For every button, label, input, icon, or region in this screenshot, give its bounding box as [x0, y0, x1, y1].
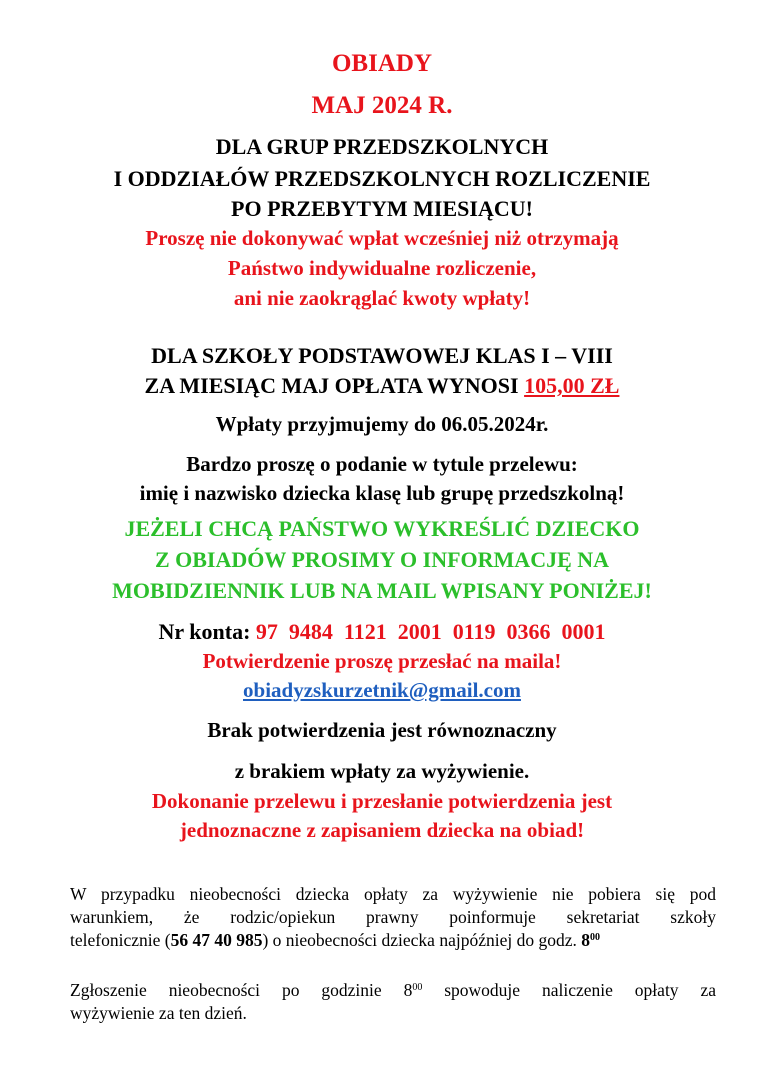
no-confirmation-line2: z brakiem wpłaty za wyżywienie.	[234, 759, 530, 783]
transfer-title-line2: imię i nazwisko dziecka klasę lub grupę przedszkolną!	[139, 481, 625, 505]
deadline-minutes: 00	[589, 932, 600, 943]
no-confirmation-line1: Brak potwierdzenia jest równoznaczny	[207, 718, 557, 742]
late-notice-paragraph	[70, 979, 716, 1025]
preschool-note-line2: Państwo indywidualne rozliczenie,	[227, 256, 537, 280]
bank-account	[0, 621, 764, 643]
transfer-title-line1: Bardzo proszę o podanie w tytule przelewu:	[186, 452, 578, 476]
preschool-note-line1: Proszę nie dokonywać wpłat wcześniej niż otrzymają	[145, 226, 619, 250]
late-notice-minutes: 00	[412, 982, 423, 993]
absence-line3-start: telefonicznie (	[70, 930, 171, 950]
school-fee-line	[0, 375, 764, 397]
preschool-heading-line2: I ODDZIAŁÓW PRZEDSZKOLNYCH ROZLICZENIE	[113, 166, 651, 191]
confirmation-instruction: Potwierdzenie proszę przesłać na maila!	[202, 649, 562, 673]
late-notice-line1	[70, 979, 716, 1002]
preschool-heading-line1: DLA GRUP PRZEDSZKOLNYCH	[215, 134, 549, 159]
absence-line2: warunkiem, że rodzic/opiekun prawny poinformuje sekretariat szkoły	[70, 907, 716, 927]
final-note-line1: Dokonanie przelewu i przesłanie potwierdzenia jest	[151, 789, 613, 813]
school-fee-prefix: ZA MIESIĄC MAJ OPŁATA WYNOSI	[144, 373, 525, 398]
account-number: 97 9484 1121 2001 0119 0366 0001	[255, 619, 606, 644]
payment-deadline: Wpłaty przyjmujemy do 06.05.2024r.	[215, 412, 549, 436]
absence-line3-end: ) o nieobecności dziecka najpóźniej do godz.	[262, 930, 582, 950]
preschool-note-line3: ani nie zaokrąglać kwoty wpłaty!	[233, 286, 531, 310]
page-subtitle: MAJ 2024 R.	[311, 92, 453, 119]
school-phone: 56 47 40 985	[170, 930, 263, 950]
absence-line3	[70, 929, 716, 952]
fee-amount: 105,00 ZŁ	[524, 373, 620, 398]
late-notice-end: spowoduje naliczenie opłaty za	[422, 980, 717, 1000]
account-label: Nr konta:	[158, 619, 251, 644]
preschool-heading-line3: PO PRZEBYTYM MIESIĄCU!	[231, 196, 533, 221]
late-notice-hour: 8	[403, 980, 413, 1000]
final-note-line2: jednoznaczne z zapisaniem dziecka na obiad!	[179, 818, 585, 842]
page-title: OBIADY	[331, 50, 432, 77]
absence-paragraph	[70, 883, 716, 952]
email-link[interactable]: obiadyzskurzetnik@gmail.com	[243, 678, 521, 702]
deadline-hour-value: 8	[581, 930, 590, 950]
opt-out-line1: JEŻELI CHCĄ PAŃSTWO WYKREŚLIĆ DZIECKO	[124, 516, 640, 541]
opt-out-line2: Z OBIADÓW PROSIMY O INFORMACJĘ NA	[154, 547, 610, 572]
opt-out-line3: MOBIDZIENNIK LUB NA MAIL WPISANY PONIŻEJ!	[112, 578, 652, 603]
absence-line1: W przypadku nieobecności dziecka opłaty za wyżywienie nie pobiera się pod	[70, 884, 716, 904]
school-heading-line1: DLA SZKOŁY PODSTAWOWEJ KLAS I – VIII	[151, 343, 613, 368]
late-notice-line2: wyżywienie za ten dzień.	[70, 1003, 247, 1023]
late-notice-start: Zgłoszenie nieobecności po godzinie	[70, 980, 404, 1000]
deadline-hour	[581, 930, 600, 950]
